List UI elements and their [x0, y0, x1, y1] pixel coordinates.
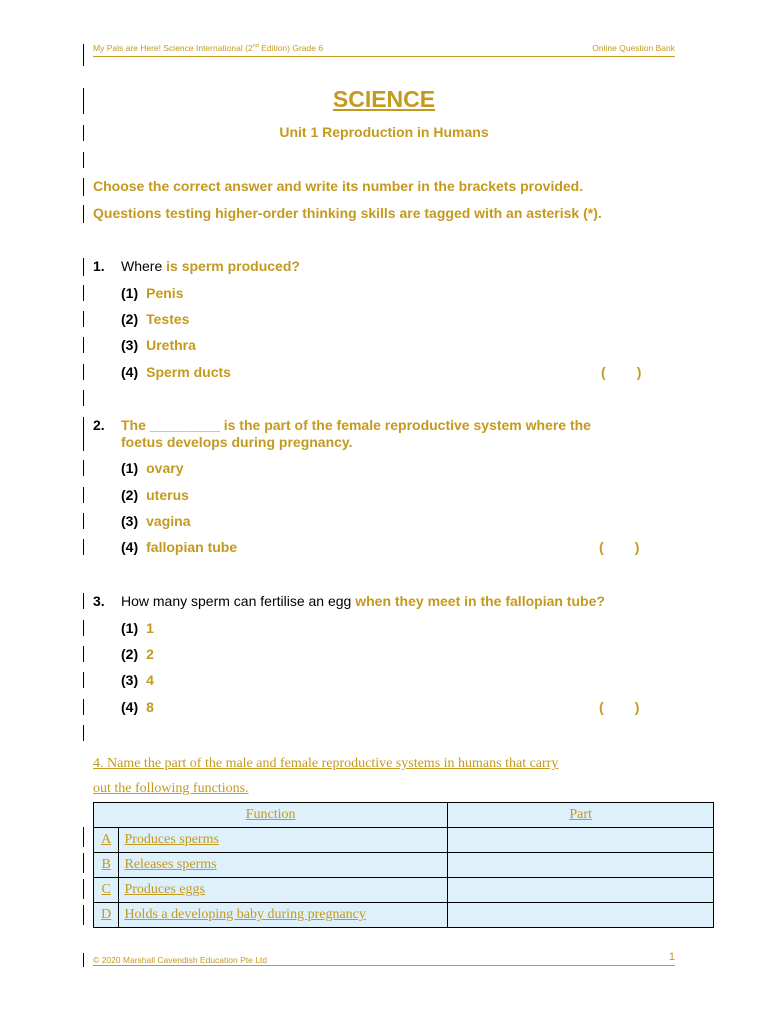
margin-bar — [83, 417, 84, 451]
margin-bar — [83, 725, 84, 741]
answer-bracket[interactable]: ( ) — [601, 364, 642, 380]
margin-bar — [83, 364, 84, 380]
margin-bar — [83, 205, 84, 223]
table-row — [94, 828, 714, 853]
row-label: B — [94, 853, 119, 878]
margin-bar — [83, 646, 84, 662]
table-header-row — [94, 803, 714, 828]
margin-bar — [83, 460, 84, 476]
margin-bar — [83, 879, 84, 899]
margin-bar — [83, 390, 84, 406]
row-part-answer[interactable] — [448, 853, 714, 878]
page-footer — [93, 951, 675, 966]
answer-option: (1) 1 — [121, 620, 154, 636]
answer-option: (1) Penis — [121, 285, 184, 301]
answer-option: (2) Testes — [121, 311, 190, 327]
margin-bar — [83, 285, 84, 301]
margin-bar — [83, 593, 84, 609]
margin-bar — [83, 672, 84, 688]
row-function: Produces sperms — [119, 828, 448, 853]
header-part: Part — [448, 803, 714, 828]
margin-bar — [83, 953, 84, 967]
row-label: D — [94, 903, 119, 928]
margin-bar — [83, 853, 84, 873]
question-text: The _________ is the part of the female reproductive system where the foetus develops during pregnancy. — [121, 417, 591, 450]
margin-bar — [83, 44, 84, 66]
question-number: 2. — [93, 417, 105, 433]
table-row — [94, 853, 714, 878]
margin-bar — [83, 513, 84, 529]
function-table — [93, 802, 714, 928]
row-part-answer[interactable] — [448, 903, 714, 928]
row-label: A — [94, 828, 119, 853]
margin-bar — [83, 311, 84, 327]
question-text: Where is sperm produced? — [121, 258, 300, 274]
margin-bar — [83, 337, 84, 353]
margin-bar — [83, 699, 84, 715]
header-function: Function — [94, 803, 448, 828]
row-function: Releases sperms — [119, 853, 448, 878]
page-title: SCIENCE — [332, 86, 436, 112]
answer-option: (4) fallopian tube — [121, 539, 238, 555]
answer-option: (3) Urethra — [121, 337, 196, 353]
row-function: Holds a developing baby during pregnancy — [119, 903, 448, 928]
table-row — [94, 903, 714, 928]
question-number: 3. — [93, 593, 105, 609]
row-label: C — [94, 878, 119, 903]
table-row — [94, 878, 714, 903]
header-book-title: My Pals are Here! Science International (2nd Edition) Grade 6 — [93, 43, 324, 53]
answer-option: (2) 2 — [121, 646, 154, 662]
margin-bar — [83, 620, 84, 636]
instruction-line: Choose the correct answer and write its number in the brackets provided. — [93, 178, 584, 194]
margin-bar — [83, 539, 84, 555]
page-header — [93, 42, 675, 57]
row-part-answer[interactable] — [448, 828, 714, 853]
margin-bar — [83, 905, 84, 925]
margin-bar — [83, 178, 84, 196]
header-question-bank: Online Question Bank — [592, 43, 675, 53]
instruction-line: Questions testing higher-order thinking skills are tagged with an asterisk (*). — [93, 205, 602, 221]
answer-option: (2) uterus — [121, 487, 189, 503]
margin-bar — [83, 827, 84, 847]
answer-option: (3) 4 — [121, 672, 154, 688]
margin-bar — [83, 487, 84, 503]
footer-copyright: © 2020 Marshall Cavendish Education Pte Ltd — [93, 955, 268, 965]
answer-bracket[interactable]: ( ) — [599, 699, 640, 715]
page-number: 1 — [668, 951, 675, 963]
margin-bar — [83, 258, 84, 276]
margin-bar — [83, 152, 84, 168]
answer-option: (4) 8 — [121, 699, 154, 715]
row-function: Produces eggs — [119, 878, 448, 903]
row-part-answer[interactable] — [448, 878, 714, 903]
unit-subtitle: Unit 1 Reproduction in Humans — [279, 124, 489, 140]
answer-option: (1) ovary — [121, 460, 184, 476]
answer-option: (4) Sperm ducts — [121, 364, 231, 380]
question-number: 1. — [93, 258, 105, 274]
answer-option: (3) vagina — [121, 513, 191, 529]
question-text: How many sperm can fertilise an egg when they meet in the fallopian tube? — [121, 593, 605, 609]
question-4-text: 4. Name the part of the male and female reproductive systems in humans that carry out the following functions. — [93, 756, 559, 796]
answer-bracket[interactable]: ( ) — [599, 539, 640, 555]
